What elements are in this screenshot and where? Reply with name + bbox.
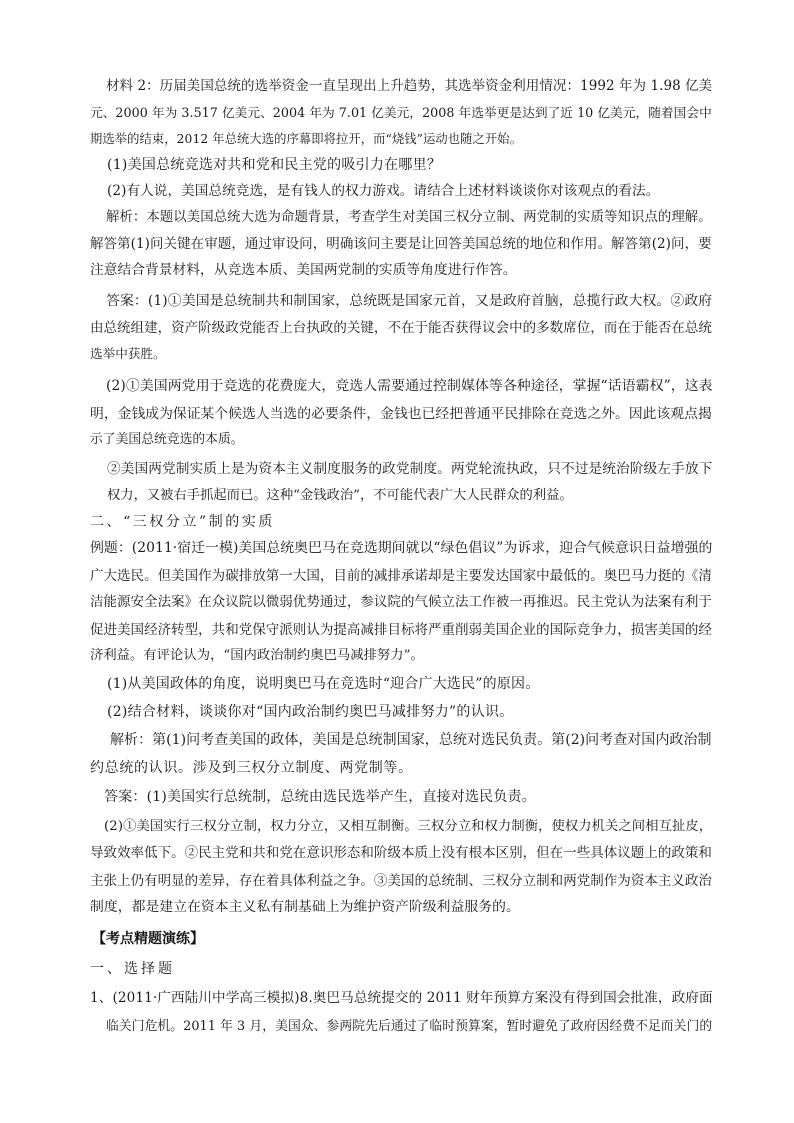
text-line: 主张上仍有明显的差异，存在着具体利益之争。③美国的总统制、三权分立制和两党制作为资本主义政治 (90, 873, 712, 889)
subsection-heading: 一、选择题 (90, 961, 175, 977)
text-line: 解答第(1)问关键在审题，通过审设问，明确该问主要是让回答美国总统的地位和作用。解答第(2)问，要 (90, 236, 712, 252)
text-line: 材料 2：历届美国总统的选举资金一直呈现出上升趋势，其选举资金利用情况：1992 年为 1.98 亿美 (106, 78, 713, 94)
text-line: 制度，都是建立在资本主义私有制基础上为维护资产阶级利益服务的。 (90, 899, 520, 915)
text-line: (2)结合材料，谈谈你对“国内政治制约奥巴马减排努力”的认识。 (107, 704, 514, 720)
text-line: 导致效率低下。②民主党和共和党在意识形态和阶级本质上没有根本区别，但在一些具体议题上的政策和 (90, 845, 712, 861)
text-line: 示了美国总统竞选的本质。 (90, 432, 244, 447)
text-line: 选举中获胜。 (90, 346, 166, 361)
text-line: 答案：(1)美国实行总统制，总统由选民选举产生，直接对选民负责。 (104, 789, 536, 805)
text-line: 解析：本题以美国总统大选为命题背景，考查学生对美国三权分立制、两党制的实质等知识点的理解。 (106, 210, 712, 225)
text-line: 由总统组建，资产阶级政党能否上台执政的关键，不在于能否获得议会中的多数席位，而在于能否在总统 (90, 320, 712, 336)
text-line: 元、2000 年为 3.517 亿美元、2004 年为 7.01 亿美元，2008 年选举更是达到了近 10 亿美元，随着国会中 (90, 105, 712, 120)
text-line: ②美国两党制实质上是为资本主义制度服务的政党制度。两党轮流执政，只不过是统治阶级左手放下 (107, 461, 713, 477)
exercise-section-heading: 【考点精题演练】 (92, 931, 204, 947)
text-line: (2)①美国两党用于竞选的花费庞大，竞选人需要通过控制媒体等各种途径，掌握“话语霸权”，这表 (106, 378, 713, 394)
text-line: (2)①美国实行三权分立制，权力分立，又相互制衡。三权分立和权力制衡，使权力机关之间相互扯皮， (104, 819, 713, 834)
text-line: 济利益。有评论认为，“国内政治制约奥巴马减排努力”。 (90, 648, 424, 663)
text-line: 期选举的结束，2012 年总统大选的序幕即将拉开，而“烧钱”运动也随之开始。 (90, 132, 523, 146)
text-line: 促进美国经济转型，共和党保守派则认为提高减排目标将严重削弱美国企业的国际竞争力，损害美国的经 (90, 622, 712, 638)
text-line: 洁能源安全法案》在众议院以微弱优势通过，参议院的气候立法工作被一再推迟。民主党认为法案有利于 (90, 594, 712, 610)
text-line: 解析：第(1)问考查美国的政体，美国是总统制国家，总统对选民负责。第(2)问考查对国内政治制 (110, 732, 712, 748)
text-line: 注意结合背景材料，从竞选本质、美国两党制的实质等角度进行作答。 (90, 262, 517, 278)
text-line: 权力，又被右手抓起而已。这种“金钱政治”，不可能代表广大人民群众的利益。 (107, 488, 573, 503)
text-line: 例题：(2011·宿迁一模)美国总统奥巴马在竞选期间就以“绿色倡议”为诉求，迎合气候意识日益增强的 (90, 540, 713, 556)
question-line: 1、(2011·广西陆川中学高三模拟)8.奥巴马总统提交的 2011 财年预算方案没有得到国会批准，政府面 (90, 990, 713, 1006)
text-line: 广大选民。但美国作为碳排放第一大国，目前的减排承诺却是主要发达国家中最低的。奥巴马力挺的《清 (90, 568, 712, 584)
text-line: 明，金钱成为保证某个候选人当选的必要条件，金钱也已经把普通平民排除在竞选之外。因此该观点揭 (90, 406, 712, 422)
question-line: 临关门危机。2011 年 3 月，美国众、参两院先后通过了临时预算案，暂时避免了政府因经费不足而关门的 (106, 1019, 713, 1034)
text-line: (1)美国总统竞选对共和党和民主党的吸引力在哪里？ (107, 157, 442, 173)
section-heading: 二、“三权分立”制的实质 (90, 514, 275, 530)
text-line: 约总统的认识。涉及到三权分立制度、两党制等。 (90, 760, 413, 776)
text-line: (1)从美国政体的角度，说明奥巴马在竞选时“迎合广大选民”的原因。 (107, 676, 540, 692)
text-line: 答案：(1)①美国是总统制共和制国家，总统既是国家元首，又是政府首脑，总揽行政大权。②政府 (106, 293, 713, 309)
text-line: (2)有人说，美国总统竞选，是有钱人的权力游戏。请结合上述材料谈谈你对该观点的看法。 (107, 183, 660, 199)
